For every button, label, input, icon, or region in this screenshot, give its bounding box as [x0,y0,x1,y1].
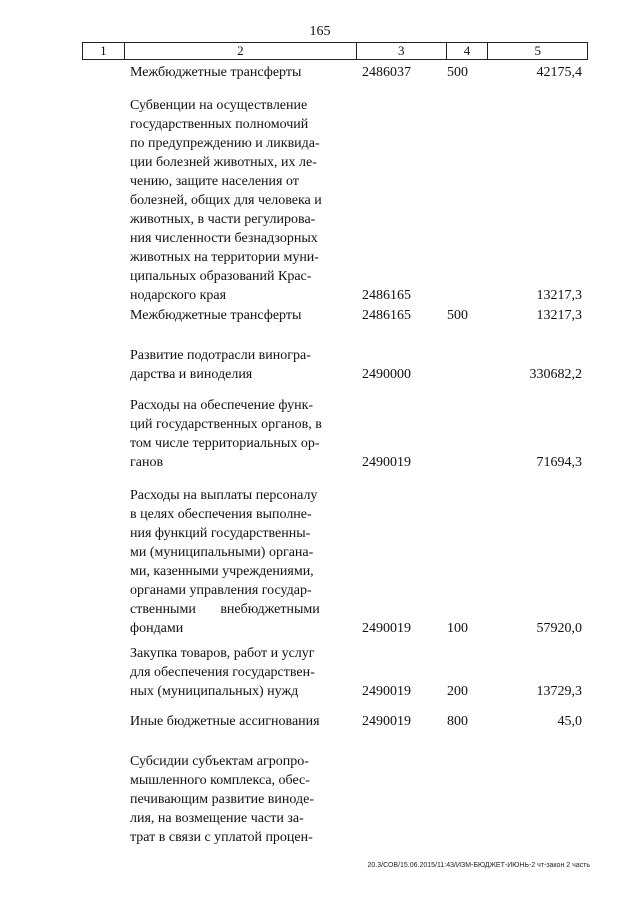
row-code: 2490019 [362,714,411,729]
description-line: Развитие подотрасли виногра- [130,348,311,363]
description-line: мышленного комплекса, обес- [130,773,310,788]
row-code: 2486165 [362,308,411,323]
description-line: органами управления государ- [130,583,312,598]
description-line: ных (муниципальных) нужд [130,684,299,699]
header-col-4: 4 [447,43,489,59]
description-line: Расходы на выплаты персоналу [130,488,318,503]
row-amount: 71694,3 [536,455,582,470]
description-line: дарства и виноделия [130,367,253,382]
header-col-2: 2 [125,43,357,59]
description-line: Иные бюджетные ассигнования [130,714,320,729]
description-line: Закупка товаров, работ и услуг [130,646,315,661]
description-line: трат в связи с уплатой процен- [130,830,313,845]
description-line: ганов [130,455,164,470]
row-description [130,644,352,701]
description-line: ций государственных органов, в [130,417,322,432]
description-line: Межбюджетные трансферты [130,65,302,80]
row-code: 2486165 [362,288,411,303]
header-col-3: 3 [357,43,447,59]
description-line: для обеспечения государствен- [130,665,315,680]
description-line: ми, казенными учреждениями, [130,564,314,579]
row-description [130,346,352,384]
description-line: государственных полномочий [130,117,309,132]
table-row [82,63,588,82]
row-amount: 330682,2 [529,367,582,382]
table-row [82,712,588,731]
table-row [82,306,588,325]
description-line: нодарского края [130,288,227,303]
description-line: Расходы на обеспечение функ- [130,398,314,413]
row-code: 2490000 [362,367,411,382]
table-row [82,486,588,638]
row-amount: 42175,4 [536,65,582,80]
row-description [130,712,352,731]
description-line: чению, защите населения от [130,174,299,189]
table-row [82,396,588,472]
row-description [130,96,352,305]
row-description [130,486,352,638]
row-expense-type: 500 [447,65,468,80]
row-code: 2486037 [362,65,411,80]
description-line: ципальных образований Крас- [130,269,312,284]
table-row [82,752,588,847]
description-line: по предупреждению и ликвида- [130,136,320,151]
row-code: 2490019 [362,455,411,470]
row-expense-type: 200 [447,684,468,699]
row-amount: 45,0 [557,714,582,729]
row-expense-type: 800 [447,714,468,729]
row-description [130,396,352,472]
description-line: ми (муниципальными) органа- [130,545,314,560]
table-row [82,96,588,305]
row-amount: 13729,3 [536,684,582,699]
table-row [82,644,588,701]
table-header [82,42,588,60]
row-description [130,63,352,82]
description-line: Субсидии субъектам агропро- [130,754,309,769]
description-line: в целях обеспечения выполне- [130,507,312,522]
description-line: ния численности безнадзорных [130,231,318,246]
row-description [130,752,352,847]
page-number: 165 [309,24,331,39]
description-line: болезней, общих для человека и [130,193,322,208]
description-line: животных на территории муни- [130,250,319,265]
row-expense-type: 500 [447,308,468,323]
description-line: животных, в части регулирова- [130,212,316,227]
description-line: ции болезней животных, их ле- [130,155,317,170]
row-amount: 13217,3 [536,308,582,323]
row-expense-type: 100 [447,621,468,636]
table-row [82,346,588,384]
description-line: Субвенции на осуществление [130,98,308,113]
description-line: том числе территориальных ор- [130,436,320,451]
header-col-5: 5 [534,43,541,58]
description-line: фондами [130,621,184,636]
description-line: печивающим развитие виноде- [130,792,314,807]
row-description [130,306,352,325]
row-code: 2490019 [362,621,411,636]
row-amount: 57920,0 [536,621,582,636]
document-stamp: 20.3/СОВ/15.06.2015/11:43/ИЗМ-БЮДЖЕТ-ИЮНЬ-2 чт-закон 2 часть [367,862,590,869]
description-line: лия, на возмещение части за- [130,811,304,826]
description-line: Межбюджетные трансферты [130,308,302,323]
row-code: 2490019 [362,684,411,699]
description-line: ния функций государственны- [130,526,311,541]
description-line: ственными внебюджетными [130,602,320,617]
header-col-1: 1 [83,43,125,59]
row-amount: 13217,3 [536,288,582,303]
